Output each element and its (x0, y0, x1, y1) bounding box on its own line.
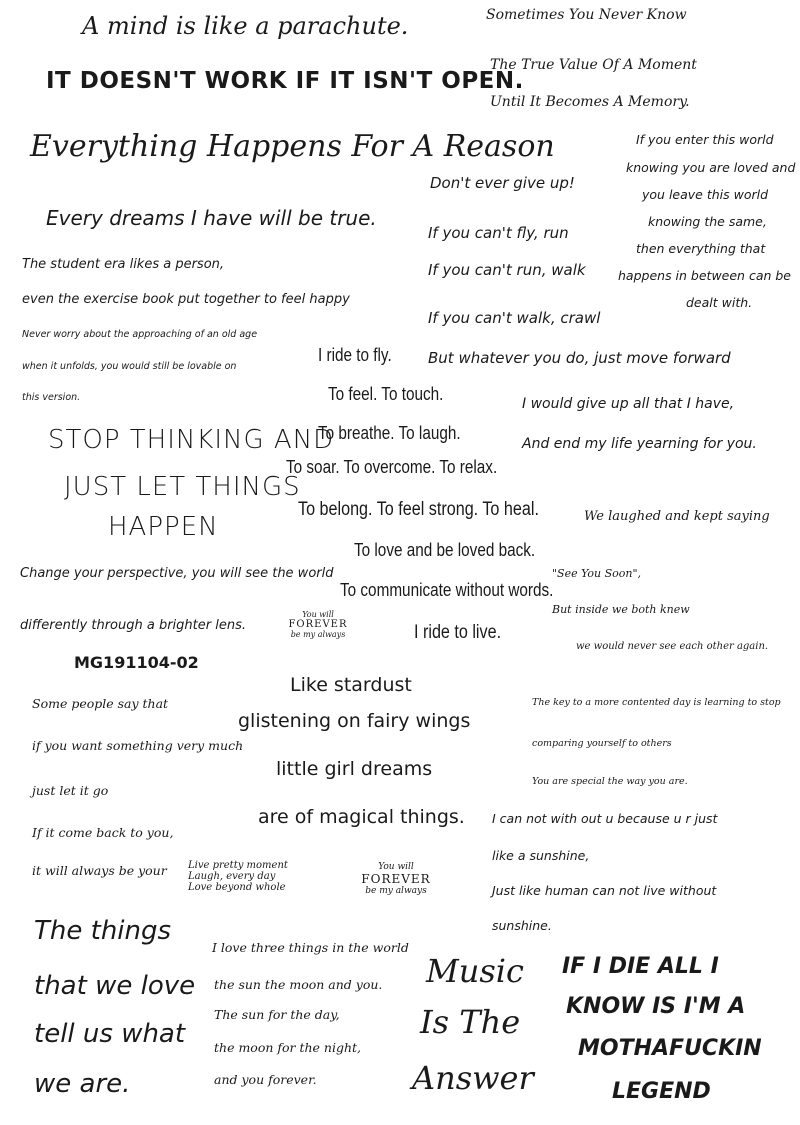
quote-ride-line7: To communicate without words. (340, 580, 554, 600)
quote-enter-line6: happens in between can be (618, 268, 791, 283)
quote-giveup-line4: If you can't walk, crawl (428, 309, 601, 327)
quote-ride-line3: To breathe. To laugh. (318, 423, 461, 443)
forever-stamp-lower-line2: FOREVER (361, 872, 431, 886)
quote-three-line2: the sun the moon and you. (214, 977, 383, 992)
quote-legend-line3: MOTHAFUCKIN (578, 1036, 762, 1061)
quote-somepeople-line1: Some people say that (32, 696, 169, 711)
forever-stamp-lower-line3: be my always (365, 886, 427, 896)
quote-wouldgive-line1: I would give up all that I have, (522, 396, 735, 412)
quote-three-line4: the moon for the night, (214, 1040, 362, 1055)
quote-key-line2: comparing yourself to others (532, 738, 672, 749)
quote-things-line3: tell us what (34, 1019, 186, 1049)
quote-three-line5: and you forever. (214, 1072, 317, 1087)
quote-perspective-line1: Change your perspective, you will see the world (20, 566, 334, 581)
quote-three-line1: I love three things in the world (212, 940, 409, 955)
forever-stamp-upper (268, 610, 368, 639)
quote-student-line1: The student era likes a person, (22, 257, 225, 272)
quote-key-line3: You are special the way you are. (532, 776, 688, 787)
quote-enter-line1: If you enter this world (636, 132, 774, 147)
quote-ride-line4: To soar. To overcome. To relax. (286, 457, 498, 477)
quote-everything-happens: Everything Happens For A Reason (30, 129, 555, 164)
quote-things-line1: The things (34, 916, 172, 946)
quote-laughed-line1: We laughed and kept saying (584, 509, 770, 524)
quote-laughed-line3: But inside we both knew (552, 603, 690, 616)
quote-enter-line7: dealt with. (686, 295, 753, 310)
forever-stamp-lower-line1: You will (378, 862, 414, 872)
quote-student-line4: when it unfolds, you would still be lovable on (22, 361, 237, 372)
forever-stamp-upper-line3: be my always (290, 630, 346, 639)
quote-cannot-line3: Just like human can not live without (492, 883, 717, 898)
quote-dreams: Every dreams I have will be true. (46, 206, 377, 230)
quote-wouldgive-line2: And end my life yearning for you. (522, 436, 757, 452)
quote-giveup-line1: Don't ever give up! (430, 174, 575, 192)
quote-laughed-line2: "See You Soon", (552, 567, 642, 580)
quote-somepeople-line4: If it come back to you, (32, 825, 174, 840)
quote-stardust-line1: Like stardust (290, 674, 412, 696)
quote-ride-line6: To love and be loved back. (354, 540, 536, 560)
quote-stardust-line3: little girl dreams (276, 758, 433, 780)
quote-sometimes-line1: Sometimes You Never Know (486, 7, 687, 23)
quote-enter-line5: then everything that (636, 241, 766, 256)
quote-somepeople-line3: just let it go (32, 783, 109, 798)
quote-somepeople-line5: it will always be your (32, 863, 167, 878)
quote-stardust-line4: are of magical things. (258, 806, 465, 828)
quote-legend-line2: KNOW IS I'M A (566, 994, 746, 1019)
quote-giveup-line2: If you can't fly, run (428, 224, 569, 242)
quote-music-line2: Is The (420, 1003, 521, 1041)
live-stamp-line1: Live pretty moment (188, 860, 288, 871)
live-stamp-line3: Love beyond whole (188, 882, 286, 893)
quote-giveup-line3: If you can't run, walk (428, 261, 586, 279)
quote-enter-line4: knowing the same, (648, 214, 767, 229)
quote-parachute-line1: A mind is like a parachute. (82, 12, 409, 40)
quote-ride-line2: To feel. To touch. (328, 384, 444, 404)
quote-legend-line1: IF I DIE ALL I (562, 954, 719, 979)
quote-giveup-line5: But whatever you do, just move forward (428, 349, 731, 367)
quote-student-line3: Never worry about the approaching of an old age (22, 329, 258, 340)
quote-sometimes-line2: The True Value Of A Moment (490, 57, 697, 73)
quote-key-line1: The key to a more contented day is learning to stop (532, 697, 781, 708)
forever-stamp-lower (340, 862, 452, 896)
quote-three-line3: The sun for the day, (214, 1007, 340, 1022)
quote-cannot-line2: like a sunshine, (492, 848, 590, 863)
quote-stardust-line2: glistening on fairy wings (238, 710, 471, 732)
quote-music-line3: Answer (412, 1059, 534, 1097)
quote-stop-line3: HAPPEN (108, 512, 219, 542)
product-code: MG191104-02 (74, 653, 199, 672)
quote-enter-line3: you leave this world (642, 187, 769, 202)
quote-somepeople-line2: if you want something very much (32, 738, 244, 753)
forever-stamp-upper-line1: You will (302, 610, 334, 619)
quote-sometimes-line3: Until It Becomes A Memory. (490, 94, 690, 110)
quote-ride-line1: I ride to fly. (318, 345, 392, 365)
live-stamp-line2: Laugh, every day (188, 871, 276, 882)
quote-stop-line2: JUST LET THINGS (64, 472, 301, 502)
quote-music-line1: Music (426, 952, 524, 990)
quote-cannot-line4: sunshine. (492, 918, 552, 933)
quote-student-line2: even the exercise book put together to feel happy (22, 292, 350, 307)
quote-enter-line2: knowing you are loved and (626, 160, 796, 175)
quote-ride-line5: To belong. To feel strong. To heal. (298, 499, 539, 520)
quote-student-line5: this version. (22, 392, 81, 403)
quote-things-line2: that we love (34, 971, 196, 1001)
quote-legend-line4: LEGEND (612, 1079, 711, 1104)
quote-parachute-line2: IT DOESN'T WORK IF IT ISN'T OPEN. (46, 68, 524, 94)
quote-perspective-line2: differently through a brighter lens. (20, 618, 246, 633)
quote-cannot-line1: I can not with out u because u r just (492, 811, 718, 826)
quote-ride-line8: I ride to live. (414, 622, 502, 643)
live-stamp (188, 860, 308, 893)
quote-things-line4: we are. (34, 1069, 131, 1099)
quote-stop-line1: STOP THINKING AND (48, 425, 335, 455)
quote-laughed-line4: we would never see each other again. (576, 641, 769, 652)
forever-stamp-upper-line2: FOREVER (288, 619, 348, 630)
